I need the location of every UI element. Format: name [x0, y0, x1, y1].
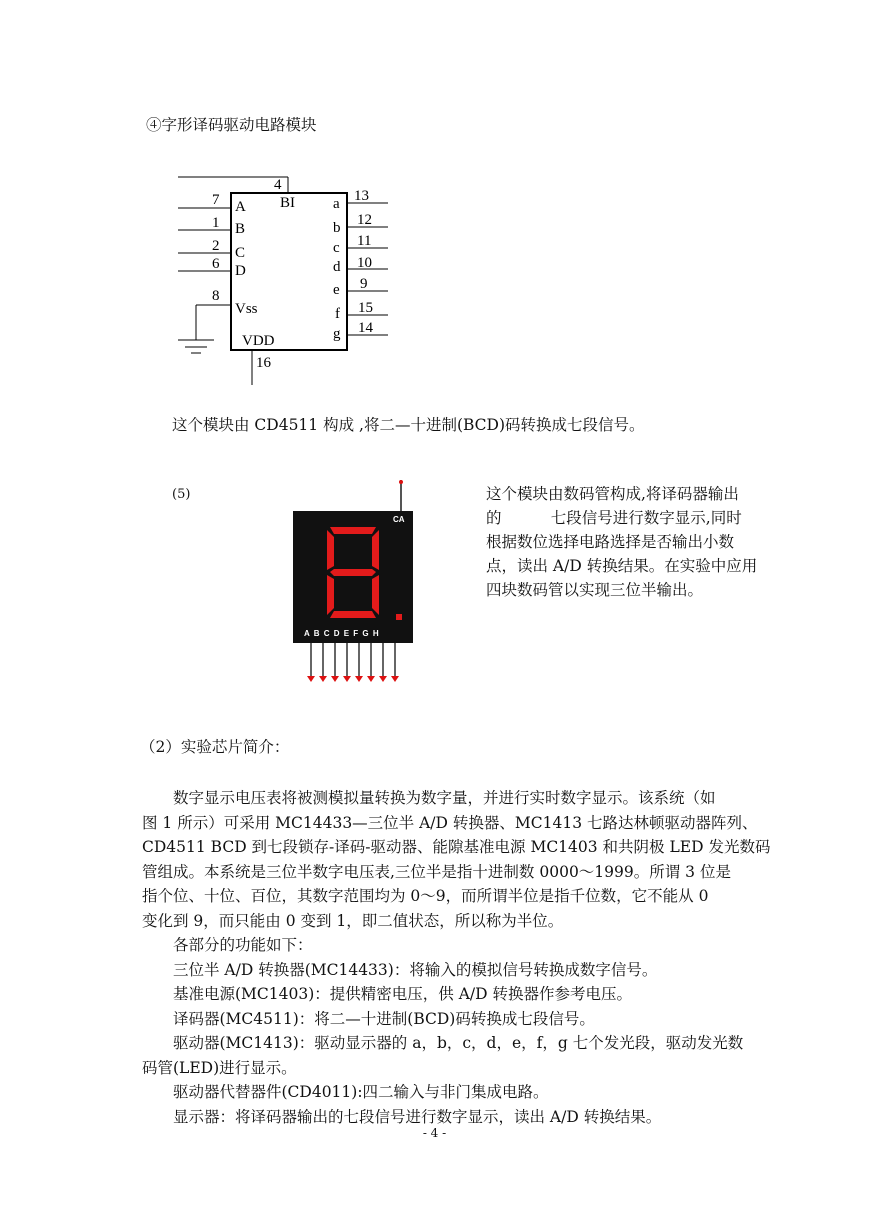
vss-label: Vss — [235, 301, 258, 317]
functions-heading: 各部分的功能如下： — [173, 936, 313, 954]
paragraph-line: 图 1 所示）可采用 MC14433—三位半 A/D 转换器、MC1413 七路达林顿驱动器阵列、 — [142, 813, 758, 832]
input-label-c: C — [235, 245, 246, 261]
system-description-paragraph — [142, 786, 792, 1129]
input-label-b: B — [235, 221, 246, 237]
vdd-label: VDD — [242, 333, 275, 349]
pin-number-11: 11 — [357, 233, 372, 249]
function-line: 驱动器代替器件(CD4011):四二输入与非门集成电路。 — [173, 1083, 549, 1101]
pin-number-10: 10 — [357, 255, 372, 271]
function-line: 驱动器(MC1413)：驱动显示器的 a，b，c，d，e，f，g 七个发光段，驱动发光数 — [173, 1034, 744, 1052]
input-label-d: D — [235, 263, 246, 279]
paragraph-line: 管组成。本系统是三位半数字电压表,三位半是指十进制数 0000～1999。所谓 3 位是 — [142, 862, 731, 881]
pin-number-15: 15 — [358, 300, 373, 316]
display-corner-label: CA — [393, 515, 405, 524]
seven-segment-display — [290, 478, 420, 688]
output-label-g: g — [333, 326, 341, 342]
output-label-d: d — [333, 259, 341, 275]
function-line: 码管(LED)进行显示。 — [142, 1058, 297, 1077]
display-module-description — [486, 482, 757, 602]
ic-body — [231, 193, 347, 350]
pin-number-1: 1 — [212, 215, 220, 231]
function-line: 译码器(MC4511)：将二—十进制(BCD)码转换成七段信号。 — [173, 1009, 595, 1028]
chip-intro-heading: （2）实验芯片简介： — [140, 738, 290, 756]
input-label-a: A — [235, 199, 246, 215]
pin-number-16: 16 — [256, 355, 271, 371]
item-5-number: (5) — [172, 487, 191, 502]
description-line: 四块数码管以实现三位半输出。 — [486, 581, 704, 599]
description-line: 这个模块由数码管构成,将译码器输出 — [486, 485, 739, 503]
page-number: - 4 - — [422, 1126, 447, 1140]
pin-number-12: 12 — [357, 212, 372, 228]
pin-number-13: 13 — [354, 188, 369, 204]
paragraph-line: 数字显示电压表将被测模拟量转换为数字量，并进行实时数字显示。该系统（如 — [173, 789, 716, 807]
output-label-c: c — [333, 240, 340, 256]
output-label-e: e — [333, 282, 340, 298]
description-line: 点，读出 A/D 转换结果。在实验中应用 — [486, 557, 758, 575]
module-caption: 这个模块由 CD4511 构成 ,将二—十进制(BCD)码转换成七段信号。 — [172, 416, 645, 434]
function-line: 基准电源(MC1403)：提供精密电压，供 A/D 转换器作参考电压。 — [173, 985, 632, 1003]
description-line: 根据数位选择电路选择是否输出小数 — [486, 533, 735, 551]
paragraph-line: 指个位、十位、百位，其数字范围均为 0～9，而所谓半位是指千位数，它不能从 0 — [142, 887, 709, 905]
function-line: 显示器：将译码器输出的七段信号进行数字显示，读出 A/D 转换结果。 — [173, 1107, 662, 1126]
pin-number-9: 9 — [360, 276, 368, 292]
display-pin-labels: A B C D E F G H — [304, 629, 380, 638]
output-label-b: b — [333, 220, 341, 236]
output-label-f: f — [335, 306, 340, 322]
function-line: 三位半 A/D 转换器(MC14433)：将输入的模拟信号转换成数字信号。 — [173, 960, 658, 979]
paragraph-line: CD4511 BCD 到七段锁存-译码-驱动器、能隙基准电源 MC1403 和共阴极 LED 发光数码 — [142, 838, 771, 856]
pin-number-6: 6 — [212, 256, 220, 272]
pin-number-14: 14 — [358, 320, 373, 336]
description-line: 的 七段信号进行数字显示,同时 — [486, 509, 742, 527]
section-heading: ④字形译码驱动电路模块 — [146, 116, 317, 134]
output-label-a: a — [333, 196, 340, 212]
pin-number-4: 4 — [274, 177, 282, 193]
bi-label: BI — [280, 195, 295, 211]
pin-number-7: 7 — [212, 192, 220, 208]
paragraph-line: 变化到 9，而只能由 0 变到 1，即二值状态，所以称为半位。 — [142, 911, 564, 930]
pin-number-2: 2 — [212, 238, 220, 254]
pin-number-8: 8 — [212, 288, 220, 304]
cd4511-schematic — [170, 170, 400, 390]
